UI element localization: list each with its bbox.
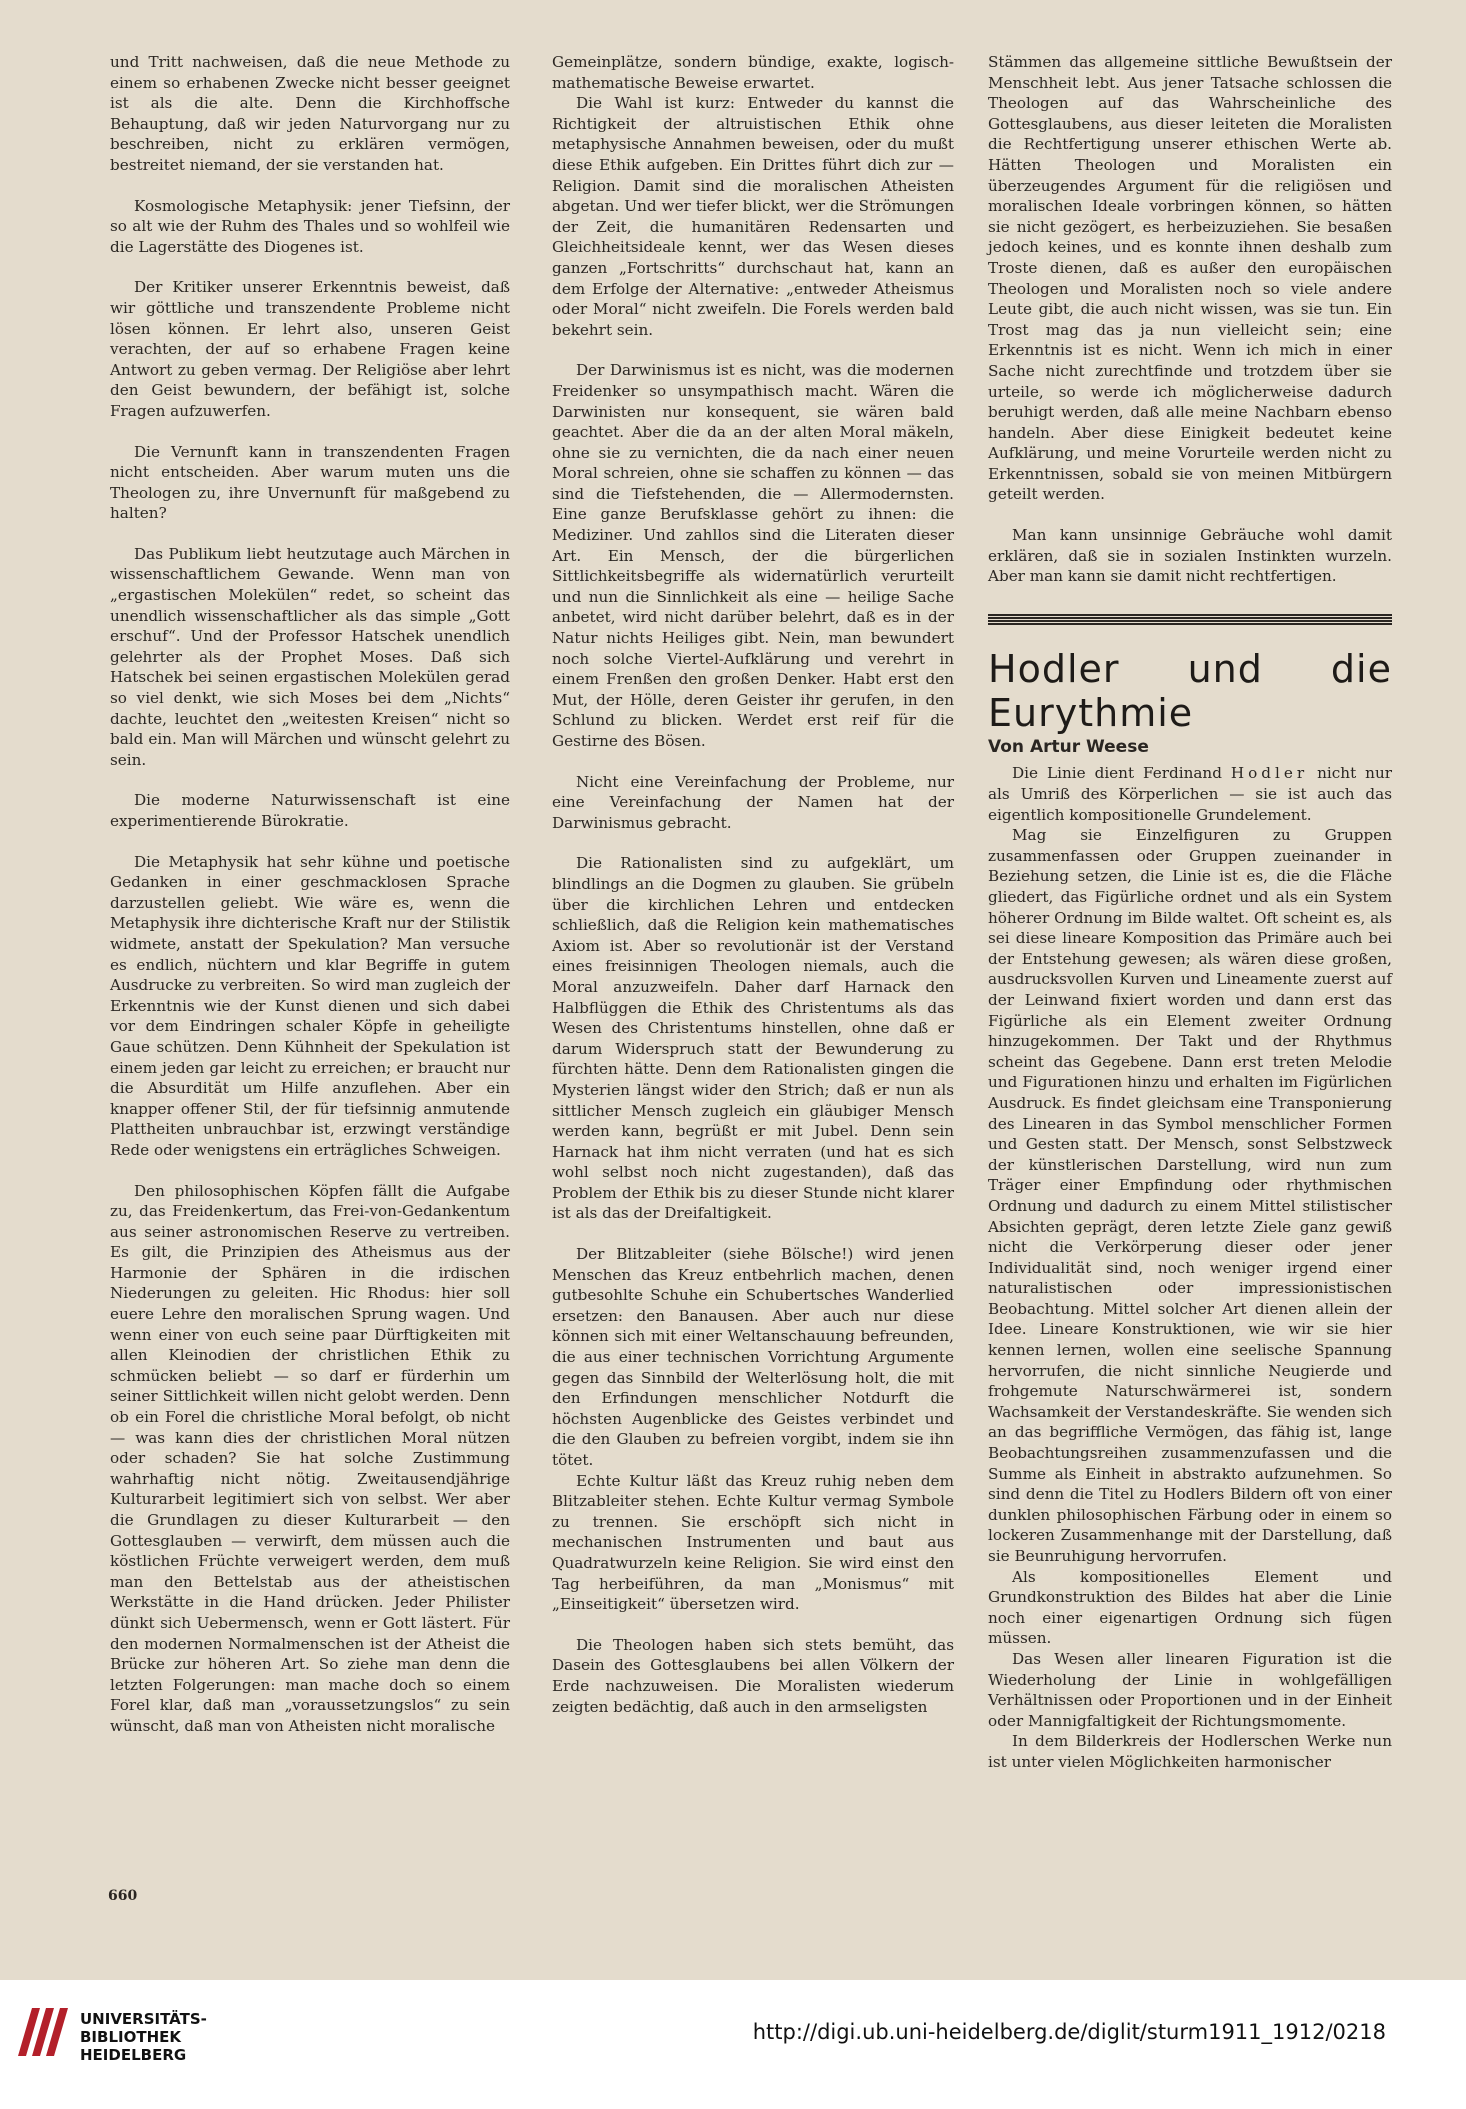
paragraph: Das Publikum liebt heutzutage auch Märchen in wissenschaftlichem Gewande. Wenn man von „ergastischen Molekülen“ redet, so scheint das unendlich wissenschaftlicher als das simple „Gott erschuf“. Und der Professor Hatschek unendlich gelehrter als der Prophet Moses. Daß sich Hatschek bei seinen ergastischen Molekülen gerad so viel denkt, wie sich Moses bei dem „Nichts“ dachte, leuchtet den „weitesten Kreisen“ nicht so bald ein. Man will Märchen und wünscht gelehrt zu sein. — [110, 544, 510, 769]
paragraph: Stämmen das allgemeine sittliche Bewußtsein der Menschheit lebt. Aus jener Tatsache schlossen die Theologen auf das Wahrscheinliche des Gottesglaubens, aus dieser leiteten die Moralisten die Rechtfertigung unserer ethischen Werte ab. Hätten Theologen und Moralisten ein überzeugendes Argument für die religiösen und moralischen Ideale vorbringen können, so hätten sie nicht gezögert, es herbeizuziehen. Sie besaßen jedoch keines, und es konnte ihnen deshalb zum Troste dienen, daß es außer den europäischen Theologen und Moralisten noch so viele andere Leute gibt, die auch nicht wissen, was sie tun. Ein Trost mag das ja nun vielleicht sein; eine Erkenntnis ist es nicht. Wenn ich mich in einer Sache nicht zurechtfinde und trotzdem über sie urteile, so werde ich möglicherweise dadurch beruhigt werden, daß alle meine Nachbarn ebenso handeln. Aber diese Einigkeit bedeutet keine Aufklärung, und meine Vorurteile werden nicht zu Erkenntnissen, sobald sie von meinen Mitbürgern geteilt werden. — [988, 53, 1392, 504]
paragraph: Man kann unsinnige Gebräuche wohl damit erklären, daß sie in sozialen Instinkten wurzeln. Aber man kann sie damit nicht rechtfertigen. — [988, 526, 1392, 586]
lead-artist-name: Hodler — [1230, 764, 1309, 783]
text-column-3 — [988, 52, 1392, 1773]
paragraph: Die Wahl ist kurz: Entweder du kannst die Richtigkeit der altruistischen Ethik ohne metaphysische Annahmen beweisen, oder du mußt diese Ethik aufgeben. Ein Drittes führt dich zur — Religion. Damit sind die moralischen Atheisten abgetan. Und wer tiefer blickt, wer die Strömungen der Zeit, die humanitären Redensarten und Gleichheitsideale kennt, wer das Wesen dieses ganzen „Fortschritts“ durchschaut hat, kann an dem Erfolge der Alternative: „entweder Atheismus oder Moral“ nicht zweifeln. Die Forels werden bald bekehrt sein. — [552, 94, 954, 339]
paragraph: Die Theologen haben sich stets bemüht, das Dasein des Gottesglaubens bei allen Völkern der Erde nachzuweisen. Die Moralisten wiederum zeigten bedächtig, daß auch in den armseligsten — [552, 1635, 954, 1716]
library-name — [80, 2010, 207, 2064]
permalink-url[interactable]: http://digi.ub.uni-heidelberg.de/diglit/sturm1911_1912/0218 — [752, 2020, 1386, 2044]
paragraph: Die Vernunft kann in transzendenten Fragen nicht entscheiden. Aber warum muten uns die Theologen zu, ihre Unvernunft für maßgebend zu halten? — [110, 442, 510, 523]
article-lead — [988, 763, 1392, 825]
paragraph: Die Metaphysik hat sehr kühne und poetische Gedanken in einer geschmacklosen Sprache darzustellen geliebt. Wie wäre es, wenn die Metaphysik ihre dichterische Kraft nur der Stilistik widmete, anstatt der Spekulation? Man versuche es endlich, nüchtern und klar Begriffe in gutem Ausdrucke zu verbreiten. So wird man zugleich der Erkenntnis wie der Kunst dienen und sich dabei vor dem Eindringen schaler Köpfe in geheiligte Gaue schützen. Denn Kühnheit der Spekulation ist einem jeden gar leicht zu erreichen; er braucht nur die Absurdität um Hilfe anzuflehen. Aber ein knapper offener Stil, der für tiefsinnig anmutende Plattheiten unbrauchbar ist, erzwingt verständige Rede oder wenigstens ein erträgliches Schweigen. — [110, 852, 510, 1159]
byline-prefix: Von — [988, 736, 1025, 757]
paragraph: Die Rationalisten sind zu aufgeklärt, um blindlings an die Dogmen zu glauben. Sie grübeln über die kirchlichen Lehren und entdecken schließlich, daß die Religion kein mathematisches Axiom ist. Aber so revolutionär ist der Verstand eines freisinnigen Theologen niemals, auch die Moral anzuzweifeln. Daher darf Harnack den Halbflüggen die Ethik des Christentums als das Wesen des Christentums hinstellen, ohne daß er darum Widerspruch statt der Bewunderung zu fürchten hätte. Denn dem Rationalisten gingen die Mysterien längst wider den Strich; daß er nun als sittlicher Mensch zugleich ein gläubiger Mensch werden kann, begrüßt er mit Jubel. Denn sein Harnack hat ihm nicht verraten (und hat es sich wohl selbst noch nicht zugestanden), daß das Problem der Ethik bis zu dieser Stunde nicht klarer ist als das der Dreifaltigkeit. — [552, 854, 954, 1223]
library-name-line: BIBLIOTHEK — [80, 2028, 181, 2046]
paragraph: Nicht eine Vereinfachung der Probleme, nur eine Vereinfachung der Namen hat der Darwinismus gebracht. — [552, 772, 954, 832]
paragraph: Der Blitzableiter (siehe Bölsche!) wird jenen Menschen das Kreuz entbehrlich machen, denen gutbesohlte Schuhe ein Schubertsches Wanderlied ersetzen: den Banausen. Aber auch nur diese können sich mit einer Weltanschauung befreunden, die aus einer technischen Vorrichtung Argumente gegen das Sinnbild der Welterlösung holt, die mit den Erfindungen menschlicher Notdurft die höchsten Augenblicke des Geistes verbindet und die den Glauben zu befreien vorgibt, indem sie ihn tötet. — [552, 1245, 954, 1469]
library-name-line: UNIVERSITÄTS- — [80, 2010, 207, 2028]
paragraph: Als kompositionelles Element und Grundkonstruktion des Bildes hat aber die Linie noch einer eigenartigen Ordnung sich fügen müssen. — [988, 1567, 1392, 1648]
library-footer — [0, 1980, 1466, 2109]
paragraph: Kosmologische Metaphysik: jener Tiefsinn, der so alt wie der Ruhm des Thales und so wohlfeil wie die Lagerstätte des Diogenes ist. — [110, 196, 510, 256]
text-column-1 — [110, 52, 510, 1737]
paragraph: Der Kritiker unserer Erkenntnis beweist, daß wir göttliche und transzendente Probleme nicht lösen können. Er lehrt also, unseren Geist verachten, der auf so erhabene Fragen keine Antwort zu geben vermag. Der Religiöse aber lehrt den Geist bewundern, der befähigt ist, solche Fragen aufzuwerfen. — [110, 278, 510, 420]
paragraph: Der Darwinismus ist es nicht, was die modernen Freidenker so unsympathisch macht. Wären die Darwinisten nur konsequent, sie wären bald geachtet. Aber die da an der alten Moral mäkeln, ohne sie zu vernichten, die da nach einer neuen Moral schreien, ohne sie schaffen zu können — das sind die Tiefstehenden, die — Allermodernsten. Eine ganze Berufsklasse gehört zu ihnen: die Mediziner. Und zahllos sind die Literaten dieser Art. Ein Mensch, der die bürgerlichen Sittlichkeitsbegriffe als widernatürlich verurteilt und nun die Sinnlichkeit als eine — heilige Sache anbetet, wird nicht darüber belehrt, daß es in der Natur nichts Heiliges gibt. Nein, man bewundert noch solche Viertel-Aufklärung und verehrt in einem Frenßen den großen Denker. Habt erst den Mut, der Hölle, deren Geister ihr gerufen, in den Schlund zu blicken. Werdet erst reif für die Gestirne des Bösen. — [552, 361, 954, 750]
section-divider — [988, 613, 1392, 625]
lead-text-after: nicht nur als Umriß des Körperlichen — sie ist auch das eigentlich kompositionelle Grundelement. — [988, 764, 1392, 824]
paragraph: Den philosophischen Köpfen fällt die Aufgabe zu, das Freidenkertum, das Frei-von-Gedankentum aus seiner astronomischen Reserve zu vertreiben. Es gilt, die Prinzipien des Atheismus aus der Harmonie der Sphären in die irdischen Niederungen zu geleiten. Hic Rhodus: hier soll euere Lehre den moralischen Sprung wagen. Und wenn einer von euch seine paar Dürftigkeiten mit allen Kleinodien der christlichen Ethik zu schmücken beliebt — so darf er fürderhin um seiner Sittlichkeit willen nicht gelobt werden. Denn ob ein Forel die christliche Moral befolgt, ob nicht — was kann dies der christlichen Moral nützen oder schaden? Sie hat solche Zustimmung wahrhaftig nicht nötig. Zweitausendjährige Kulturarbeit legitimiert sich von selbst. Wer aber die Grundlagen zu dieser Kulturarbeit — den Gottesglauben — verwirft, dem müssen auch die köstlichen Früchte verweigert werden, dem muß man den Bettelstab aus der atheistischen Werkstätte in die Hand drücken. Jeder Philister dünkt sich Uebermensch, wenn er Gott lästert. Für den modernen Normalmenschen ist der Atheist die Brücke zur höheren Art. So ziehe man denn die letzten Folgerungen: man mache doch so einem Forel klar, daß man „voraussetzungslos“ zu sein wünscht, daß man von Atheisten nicht moralische — [110, 1181, 510, 1735]
paragraph: Gemeinplätze, sondern bündige, exakte, logisch-mathematische Beweise erwartet. — [552, 53, 954, 92]
library-name-line: HEIDELBERG — [80, 2046, 187, 2064]
article-byline — [988, 737, 1392, 758]
paragraph: Echte Kultur läßt das Kreuz ruhig neben dem Blitzableiter stehen. Echte Kultur vermag Symbole zu trennen. Sie erschöpft sich nicht in mechanischen Instrumenten und baut aus Quadratwurzeln keine Religion. Sie wird einst den Tag herbeiführen, da man „Monismus“ mit „Einseitigkeit“ übersetzen wird. — [552, 1471, 954, 1614]
paragraph: In dem Bilderkreis der Hodlerschen Werke nun ist unter vielen Möglichkeiten harmonischer — [988, 1732, 1392, 1771]
paragraph: und Tritt nachweisen, daß die neue Methode zu einem so erhabenen Zwecke nicht besser geeignet ist als die alte. Denn die Kirchhoffsche Behauptung, daß wir jeden Naturvorgang nur zu beschreiben, nicht zu erklären vermögen, bestreitet niemand, der sie verstanden hat. — [110, 53, 510, 174]
paragraph: Das Wesen aller linearen Figuration ist die Wiederholung der Linie in wohlgefälligen Verhältnissen oder Proportionen und in der Einheit oder Mannigfaltigkeit der Richtungsmomente. — [988, 1649, 1392, 1730]
author-name: Artur Weese — [1029, 736, 1149, 757]
paragraph: Die moderne Naturwissenschaft ist eine experimentierende Bürokratie. — [110, 791, 510, 830]
university-library-logo-icon — [14, 2004, 70, 2060]
paragraph: Mag sie Einzelfiguren zu Gruppen zusammenfassen oder Gruppen zueinander in Beziehung setzen, die Linie ist es, die die Fläche gliedert, das Figürliche ordnet und als ein System höherer Ordnung im Bilde waltet. Oft scheint es, als sei diese lineare Komposition das Primäre auch bei der Entstehung gewesen; als wären diese großen, ausdrucksvollen Kurven und Lineamente zuerst auf der Leinwand fixiert worden und dann erst das Figürliche als ein Element zweiter Ordnung hinzugekommen. Der Takt und der Rhythmus scheint das Gegebene. Dann erst treten Melodie und Figurationen hinzu und erhalten im Figürlichen Ausdruck. Es findet gleichsam eine Transponierung des Linearen in das Symbol menschlicher Formen und Gesten statt. Der Mensch, sonst Selbstzweck der künstlerischen Darstellung, wird nun zum Träger einer Empfindung oder rhythmischen Ordnung und dadurch zu einem Mittel stilistischer Absichten geprägt, deren letzte Ziele ganz gewiß nicht die Verkörperung dieser oder jener Individualität sind, noch weniger irgend einer naturalistischen oder impressionistischen Beobachtung. Mittel solcher Art dienen allein der Idee. Lineare Konstruktionen, wie wir sie hier kennen lernen, wollen eine seelische Spannung hervorrufen, die nicht sinnliche Neugierde und frohgemute Naturschwärmerei ist, sondern Wachsamkeit der Verstandeskräfte. Sie wenden sich an das begriffliche Vermögen, das fähig ist, lange Beobachtungsreihen zusammenzufassen und die Summe als Einheit in abstrakto aufzunehmen. So sind denn die Titel zu Hodlers Bildern oft von einer dunklen philosophischen Färbung oder in einem so lockeren Zusammenhange mit der Darstellung, daß sie Beunruhigung hervorrufen. — [988, 826, 1392, 1565]
lead-text-before: Die Linie dient Ferdinand — [1012, 764, 1231, 783]
article-title: Hodler und die Eurythmie — [988, 646, 1392, 735]
page-number: 660 — [108, 1888, 138, 1904]
text-column-2 — [552, 52, 954, 1717]
